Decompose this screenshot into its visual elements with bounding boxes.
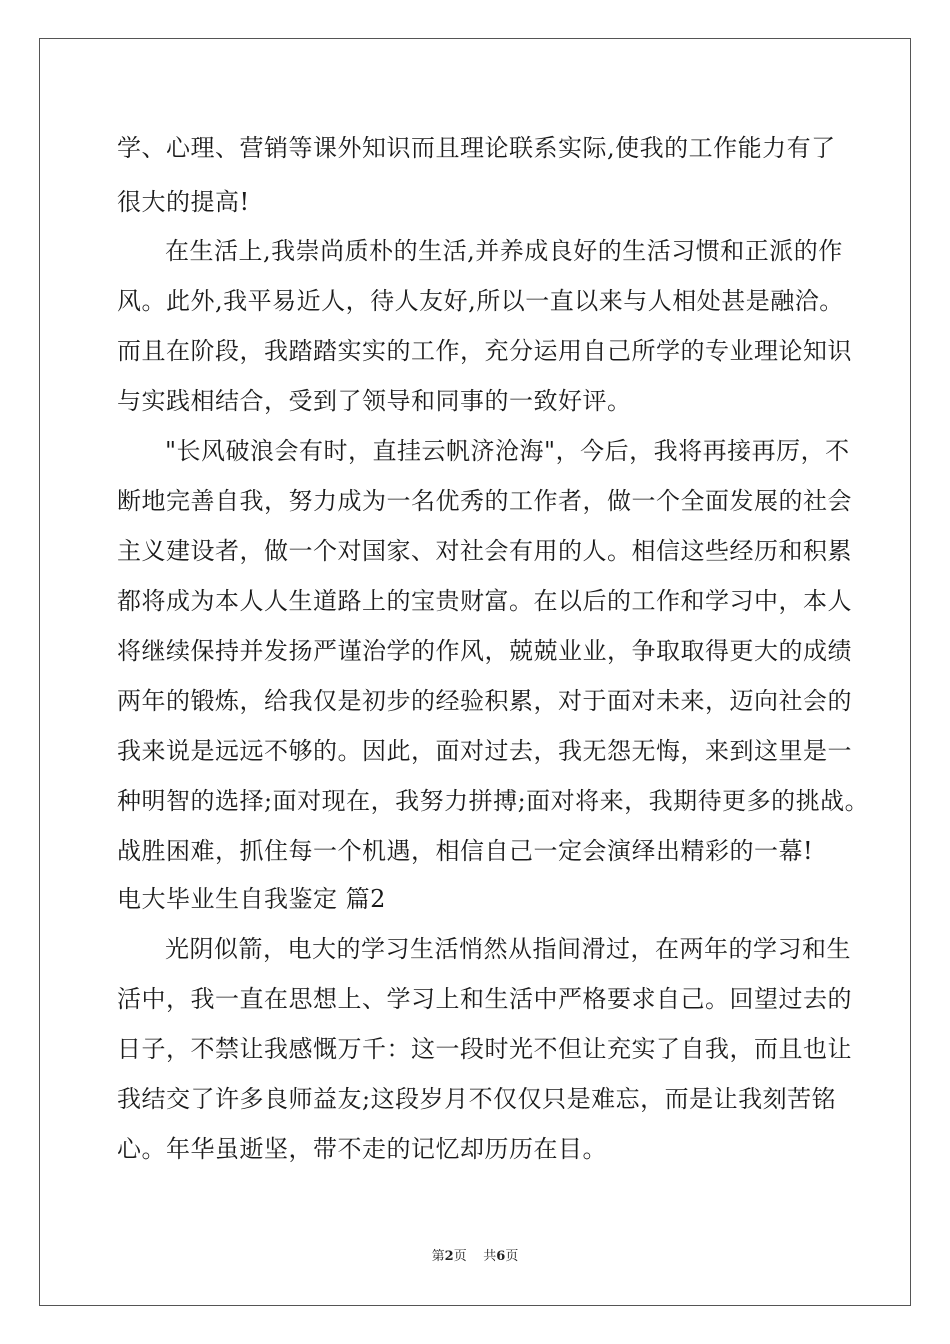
text-line: 将继续保持并发扬严谨治学的作风，兢兢业业，争取取得更大的成绩: [117, 637, 852, 665]
page-prefix: 第: [431, 1249, 445, 1264]
section-heading: 电大毕业生自我鉴定 篇2: [117, 885, 386, 913]
text-line: 断地完善自我，努力成为一名优秀的工作者，做一个全面发展的社会: [117, 487, 852, 515]
text-line: 两年的锻炼，给我仅是初步的经验积累，对于面对未来，迈向社会的: [117, 687, 852, 715]
paragraph-first-line: "长风破浪会有时，直挂云帆济沧海"，今后，我将再接再厉，不: [165, 437, 850, 465]
text-line: 很大的提高!: [117, 188, 250, 216]
paragraph-first-line: 光阴似箭，电大的学习生活悄然从指间滑过，在两年的学习和生: [165, 935, 851, 963]
text-line: 心。年华虽逝坚，带不走的记忆却历历在目。: [117, 1135, 607, 1163]
text-line: 主义建设者，做一个对国家、对社会有用的人。相信这些经历和积累: [117, 537, 852, 565]
text-line: 战胜困难，抓住每一个机遇，相信自己一定会演绎出精彩的一幕!: [117, 837, 814, 865]
current-page-number: 2: [444, 1249, 454, 1264]
total-suffix: 页: [505, 1249, 519, 1264]
text-line: 都将成为本人人生道路上的宝贵财富。在以后的工作和学习中，本人: [117, 587, 852, 615]
total-pages-number: 6: [496, 1249, 506, 1264]
page-suffix: 页: [453, 1249, 467, 1264]
text-line: 我来说是远远不够的。因此，面对过去，我无怨无悔，来到这里是一: [117, 737, 852, 765]
page-border: [39, 38, 911, 1306]
text-line: 日子，不禁让我感慨万千：这一段时光不但让充实了自我，而且也让: [117, 1035, 852, 1063]
page-footer: [0, 1248, 950, 1266]
text-line: 学、心理、营销等课外知识而且理论联系实际,使我的工作能力有了: [117, 134, 836, 162]
text-line: 风。此外,我平易近人，待人友好,所以一直以来与人相处甚是融洽。: [117, 287, 844, 315]
text-line: 活中，我一直在思想上、学习上和生活中严格要求自己。回望过去的: [117, 985, 852, 1013]
paragraph-first-line: 在生活上,我崇尚质朴的生活,并养成良好的生活习惯和正派的作: [165, 237, 843, 265]
text-line: 与实践相结合，受到了领导和同事的一致好评。: [117, 387, 632, 415]
text-line: 我结交了许多良师益友;这段岁月不仅仅只是难忘，而是让我刻苦铭: [117, 1085, 837, 1113]
text-line: 种明智的选择;面对现在，我努力拼搏;面对将来，我期待更多的挑战。: [117, 787, 870, 815]
text-line: 而且在阶段，我踏踏实实的工作，充分运用自己所学的专业理论知识: [117, 337, 852, 365]
total-prefix: 共: [483, 1249, 497, 1264]
